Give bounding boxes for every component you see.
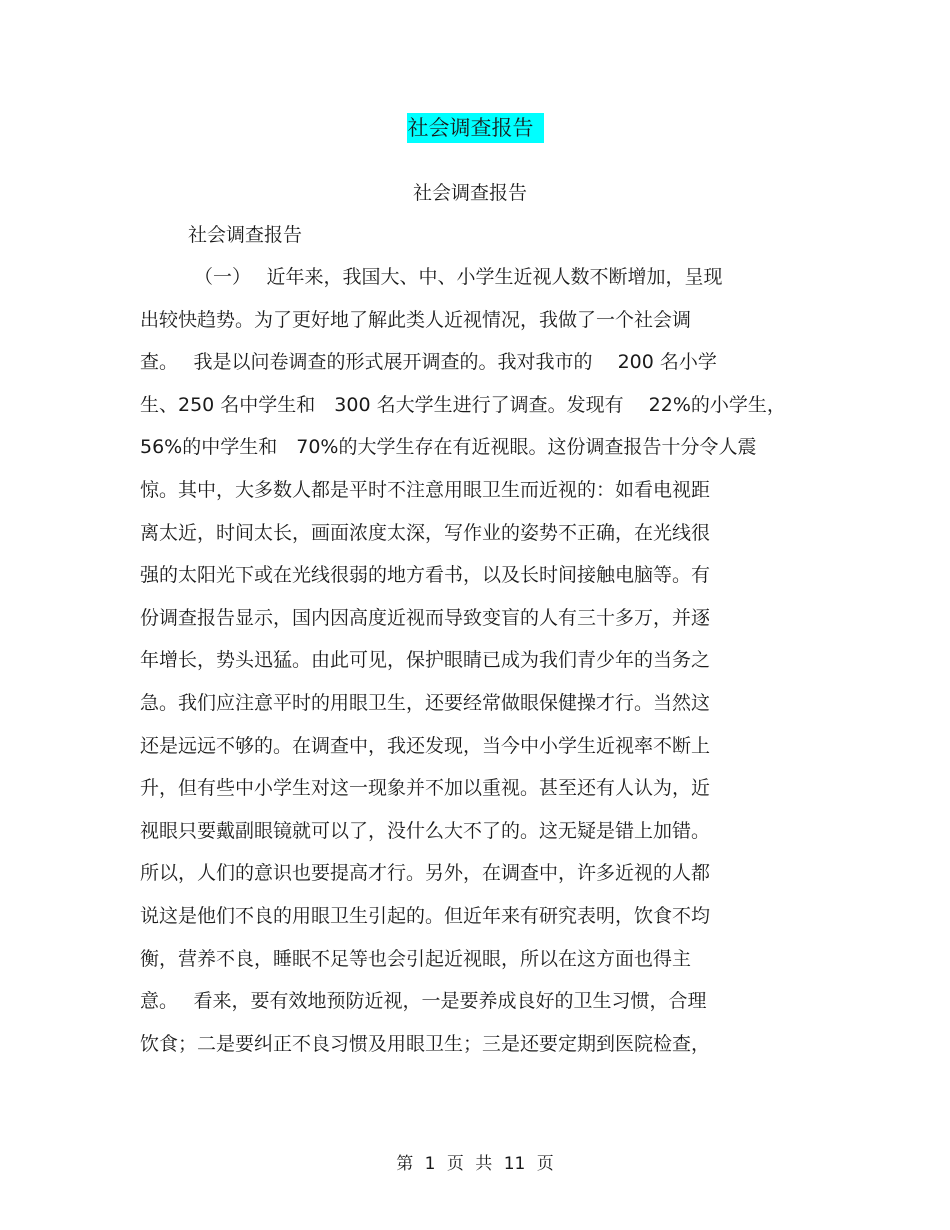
body-line: 56%的中学生和 70%的大学生存在有近视眼。这份调查报告十分令人震 — [140, 436, 757, 459]
body-line: 出较快趋势。为了更好地了解此类人近视情况，我做了一个社会调 — [140, 308, 692, 331]
body-line: 意。 看来，要有效地预防近视，一是要养成良好的卫生习惯，合理 — [140, 990, 707, 1013]
body-line: 衡，营养不良，睡眠不足等也会引起近视眼，所以在这方面也得主 — [140, 947, 692, 970]
body-text — [140, 264, 820, 1073]
body-line: 年增长，势头迅猛。由此可见，保护眼睛已成为我们青少年的当务之 — [140, 649, 711, 672]
section-label: 社会调查报告 — [188, 224, 303, 246]
body-line: （一） 近年来，我国大、中、小学生近视人数不断增加，呈现 — [194, 266, 723, 288]
body-line: 饮食；二是要纠正不良习惯及用眼卫生；三是还要定期到医院检查， — [140, 1032, 711, 1055]
body-line: 查。 我是以问卷调查的形式展开调查的。我对我市的 200 名小学 — [140, 351, 717, 374]
body-line: 急。我们应注意平时的用眼卫生，还要经常做眼保健操才行。当然这 — [140, 691, 711, 714]
body-line: 强的太阳光下或在光线很弱的地方看书，以及长时间接触电脑等。有 — [140, 564, 711, 587]
document-subtitle: 社会调查报告 — [412, 182, 527, 204]
body-line: 离太近，时间太长，画面浓度太深，写作业的姿势不正确，在光线很 — [140, 521, 711, 544]
body-line: 生、250 名中学生和 300 名大学生进行了调查。发现有 22%的小学生， — [140, 393, 786, 416]
document-title — [0, 113, 950, 143]
body-line: 还是远远不够的。在调查中，我还发现，当今中小学生近视率不断上 — [140, 734, 711, 757]
body-line: 惊。其中，大多数人都是平时不注意用眼卫生而近视的：如看电视距 — [140, 478, 711, 501]
document-title-highlight: 社会调查报告 — [407, 113, 544, 143]
body-line: 升，但有些中小学生对这一现象并不加以重视。甚至还有人认为，近 — [140, 777, 711, 800]
body-line: 所以，人们的意识也要提高才行。另外，在调查中，许多近视的人都 — [140, 862, 711, 885]
body-line: 说这是他们不良的用眼卫生引起的。但近年来有研究表明，饮食不均 — [140, 904, 711, 927]
body-line: 份调查报告显示，国内因高度近视而导致变盲的人有三十多万，并逐 — [140, 606, 711, 629]
body-line: 视眼只要戴副眼镜就可以了，没什么大不了的。这无疑是错上加错。 — [140, 819, 711, 842]
page-footer: 第 1 页 共 11 页 — [396, 1154, 554, 1174]
